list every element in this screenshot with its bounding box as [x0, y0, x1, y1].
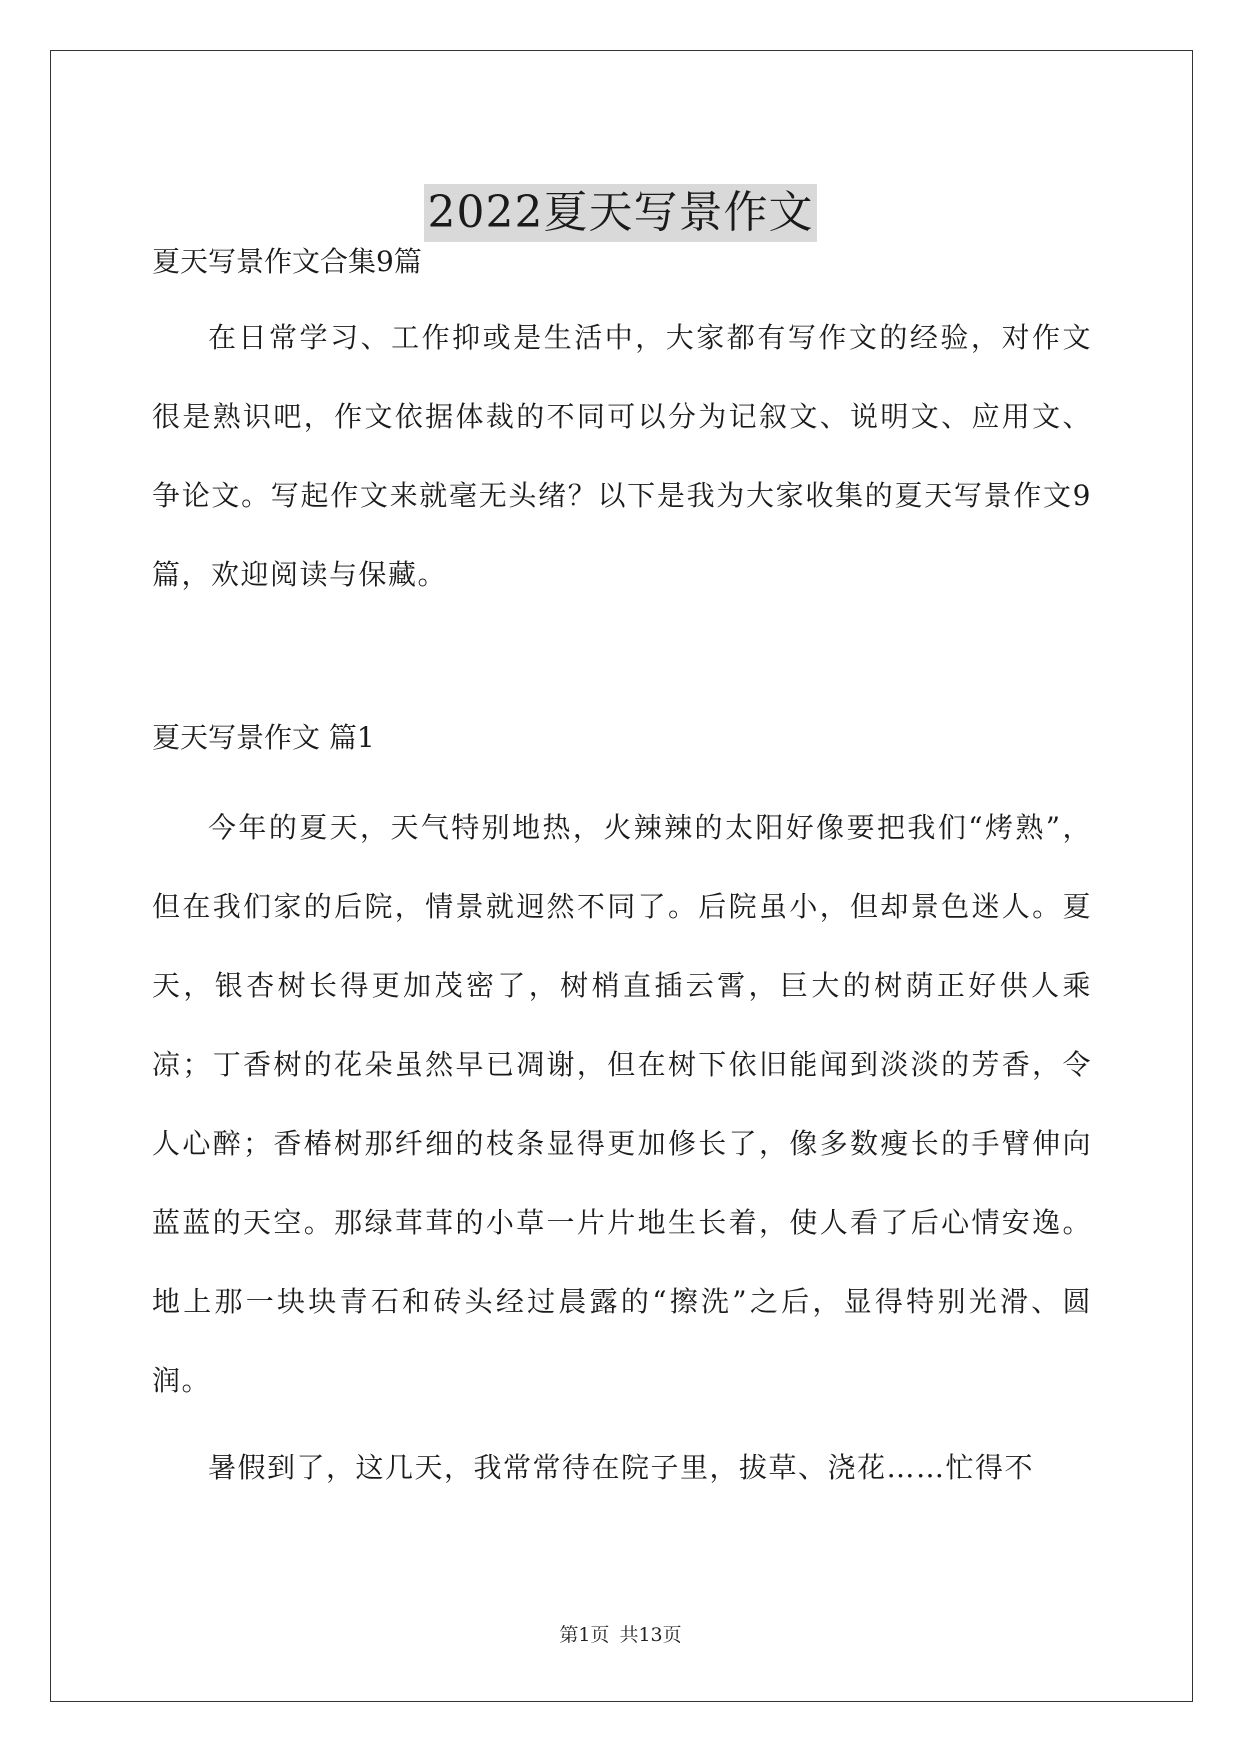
body-paragraph-1: 今年的夏天，天气特别地热，火辣辣的太阳好像要把我们“烤熟”，但在我们家的后院，情景就迥然不同了。后院虽小，但却景色迷人。夏天，银杏树长得更加茂密了，树梢直插云霄，巨大的树荫正好供人乘凉；丁香树的花朵虽然早已凋谢，但在树下依旧能闻到淡淡的芳香，令人心醉；香椿树那纤细的枝条显得更加修长了，像多数瘦长的手臂伸向蓝蓝的天空。那绿茸茸的小草一片片地生长着，使人看了后心情安逸。地上那一块块青石和砖头经过晨露的“擦洗”之后，显得特别光滑、圆润。: [152, 811, 1092, 1397]
page-number: 第1页: [559, 1624, 610, 1646]
section-heading: 夏天写景作文 篇1: [152, 721, 375, 754]
intro-paragraph: 在日常学习、工作抑或是生活中，大家都有写作文的经验，对作文很是熟识吧，作文依据体裁的不同可以分为记叙文、说明文、应用文、争论文。写起作文来就毫无头绪？以下是我为大家收集的夏天写景作文9篇，欢迎阅读与保藏。: [152, 321, 1092, 591]
section-spacer: [152, 614, 1092, 700]
page-footer: [0, 1620, 1241, 1647]
page-total: 共13页: [619, 1624, 682, 1646]
document-title: 2022夏天写景作文: [424, 184, 818, 242]
body-paragraph-2: 暑假到了，这几天，我常常待在院子里，拔草、浇花……忙得不: [208, 1451, 1035, 1484]
document-subtitle: 夏天写景作文合集9篇: [152, 245, 422, 278]
document-body: [152, 232, 1092, 1507]
